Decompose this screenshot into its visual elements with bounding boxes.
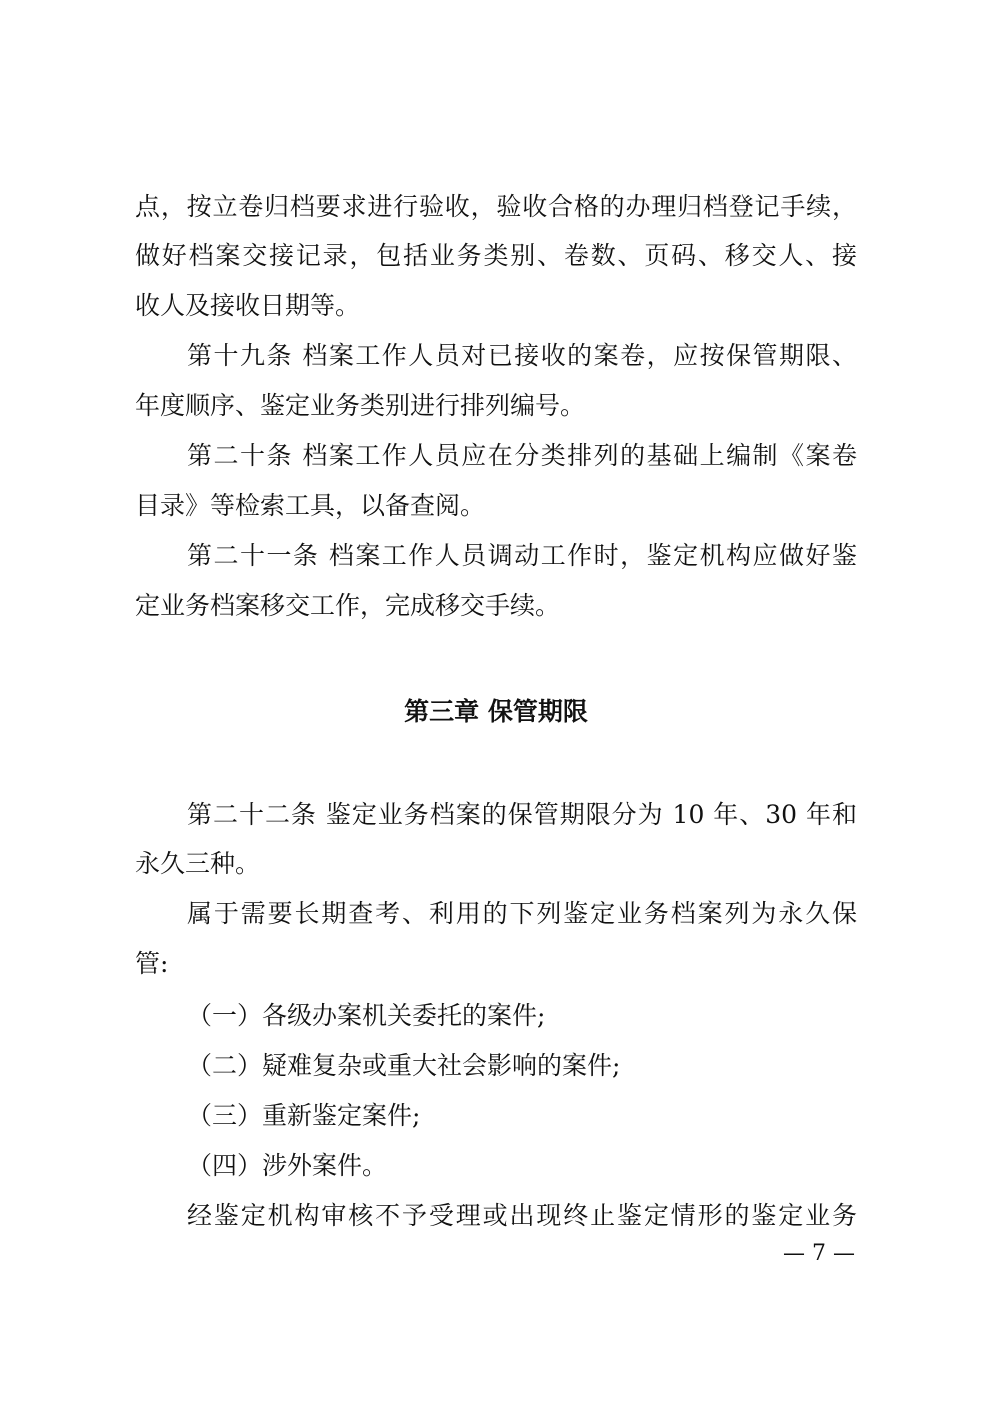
list-item: （二）疑难复杂或重大社会影响的案件; <box>187 1051 621 1080</box>
article-21-line: 第二十一条 档案工作人员调动工作时，鉴定机构应做好鉴 <box>187 541 857 570</box>
article-19-line: 第十九条 档案工作人员对已接收的案卷，应按保管期限、 <box>187 341 857 370</box>
paragraph-line: 做好档案交接记录，包括业务类别、卷数、页码、移交人、接 <box>135 241 857 270</box>
article-22-line: 永久三种。 <box>135 849 261 878</box>
paragraph-line: 经鉴定机构审核不予受理或出现终止鉴定情形的鉴定业务 <box>187 1201 857 1230</box>
article-21-line: 定业务档案移交工作，完成移交手续。 <box>135 591 561 620</box>
page-number: — 7 — <box>783 1241 855 1266</box>
article-20-line: 第二十条 档案工作人员应在分类排列的基础上编制《案卷 <box>187 441 857 470</box>
paragraph-line: 点，按立卷归档要求进行验收，验收合格的办理归档登记手续， <box>135 192 857 221</box>
list-item: （三）重新鉴定案件; <box>187 1101 421 1130</box>
list-item: （四）涉外案件。 <box>187 1151 388 1180</box>
paragraph-line: 收人及接收日期等。 <box>135 291 361 320</box>
list-item: （一）各级办案机关委托的案件; <box>187 1001 546 1030</box>
paragraph-line: 属于需要长期查考、利用的下列鉴定业务档案列为永久保 <box>187 899 857 928</box>
paragraph-line: 管: <box>135 949 169 978</box>
article-19-line: 年度顺序、鉴定业务类别进行排列编号。 <box>135 391 586 420</box>
chapter-heading: 第三章 保管期限 <box>404 697 588 726</box>
article-22-line: 第二十二条 鉴定业务档案的保管期限分为 10 年、30 年和 <box>187 800 857 829</box>
article-20-line: 目录》等检索工具，以备查阅。 <box>135 491 486 520</box>
